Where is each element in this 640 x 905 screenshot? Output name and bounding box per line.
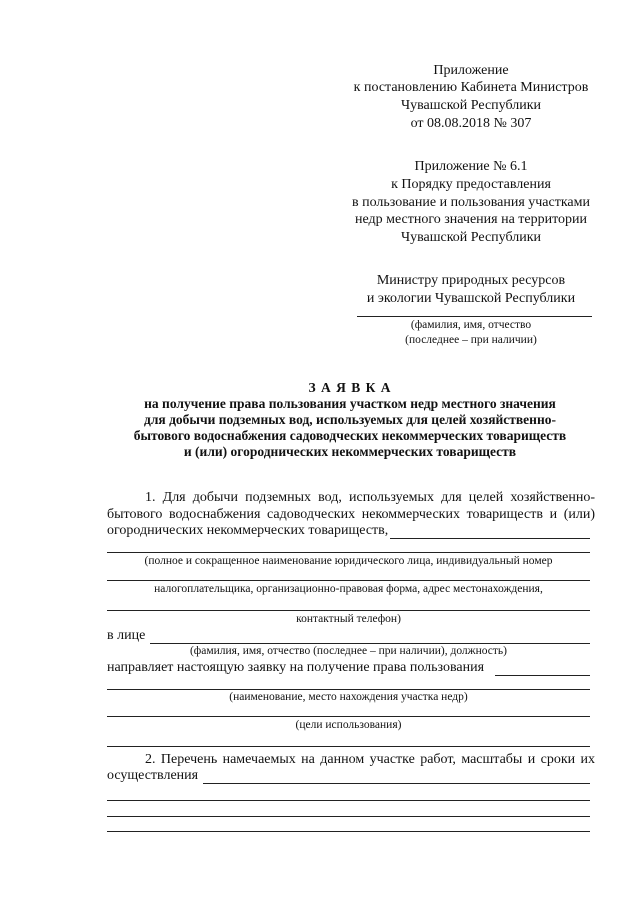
caption-org-1: (полное и сокращенное наименование юридического лица, индивидуальный номер xyxy=(144,555,553,567)
addressee-caption-1: (фамилия, имя, отчество xyxy=(410,319,532,331)
works-field-3[interactable] xyxy=(107,816,590,817)
title-heading: З А Я В К А xyxy=(308,380,392,395)
appendix2-label: Приложение № 6.1 xyxy=(414,159,528,174)
section1-line-2: бытового водоснабжения садоводческих некоммерческих товариществ и (или) xyxy=(107,507,595,522)
site-field[interactable] xyxy=(107,689,590,690)
addressee-ministry: и экологии Чувашской Республики xyxy=(366,291,576,306)
addressee-name-line[interactable] xyxy=(357,316,592,317)
appendix-republic: Чувашской Республики xyxy=(400,98,542,113)
title-line-2: для добычи подземных вод, используемых для целей хозяйственно- xyxy=(144,412,556,427)
appendix2-use: в пользование и пользования участками xyxy=(352,195,590,210)
title-line-3: бытового водоснабжения садоводческих некоммерческих товариществ xyxy=(133,428,567,443)
org-field-line-2[interactable] xyxy=(107,580,590,581)
appendix2-republic: Чувашской Республики xyxy=(400,230,542,245)
appendix2-order: к Порядку предоставления xyxy=(391,177,551,192)
in-person-label: в лице xyxy=(107,628,146,643)
title-line-4: и (или) огороднических некоммерческих товариществ xyxy=(183,444,517,459)
section1-line-1: 1. Для добычи подземных вод, используемых для целей хозяйственно- xyxy=(145,490,595,505)
sends-text: направляет настоящую заявку на получение права пользования xyxy=(107,660,485,675)
purpose-field-2[interactable] xyxy=(107,746,590,747)
title-line-1: на получение права пользования участком недр местного значения xyxy=(144,396,556,411)
purpose-field[interactable] xyxy=(107,716,590,717)
appendix-date-number: от 08.08.2018 № 307 xyxy=(410,116,532,131)
appendix2-territory: недр местного значения на территории xyxy=(354,212,588,227)
person-field[interactable] xyxy=(150,643,590,644)
appendix-resolution: к постановлению Кабинета Министров xyxy=(353,80,589,95)
application-title xyxy=(100,380,600,460)
caption-org-3: контактный телефон) xyxy=(296,613,401,625)
appendix-label: Приложение xyxy=(433,63,509,78)
section1-line-3: огороднических некоммерческих товариществ, xyxy=(107,523,389,538)
caption-purpose: (цели использования) xyxy=(295,719,402,731)
section2-line-2: осуществления xyxy=(107,768,199,783)
org-name-field[interactable] xyxy=(390,538,590,539)
addressee-minister: Министру природных ресурсов xyxy=(376,273,566,288)
org-field-line-1[interactable] xyxy=(107,552,590,553)
caption-site: (наименование, место нахождения участка недр) xyxy=(229,691,468,703)
right-of-use-field[interactable] xyxy=(495,675,590,676)
works-field-4[interactable] xyxy=(107,831,590,832)
section2-line-1: 2. Перечень намечаемых на данном участке работ, масштабы и сроки их xyxy=(145,752,595,767)
org-field-line-3[interactable] xyxy=(107,610,590,611)
caption-org-2: налогоплательщика, организационно-правовая форма, адрес местонахождения, xyxy=(154,583,543,595)
works-field-1[interactable] xyxy=(203,783,590,784)
caption-person: (фамилия, имя, отчество (последнее – при наличии), должность) xyxy=(189,645,508,657)
works-field-2[interactable] xyxy=(107,800,590,801)
addressee-caption-2: (последнее – при наличии) xyxy=(405,334,537,346)
